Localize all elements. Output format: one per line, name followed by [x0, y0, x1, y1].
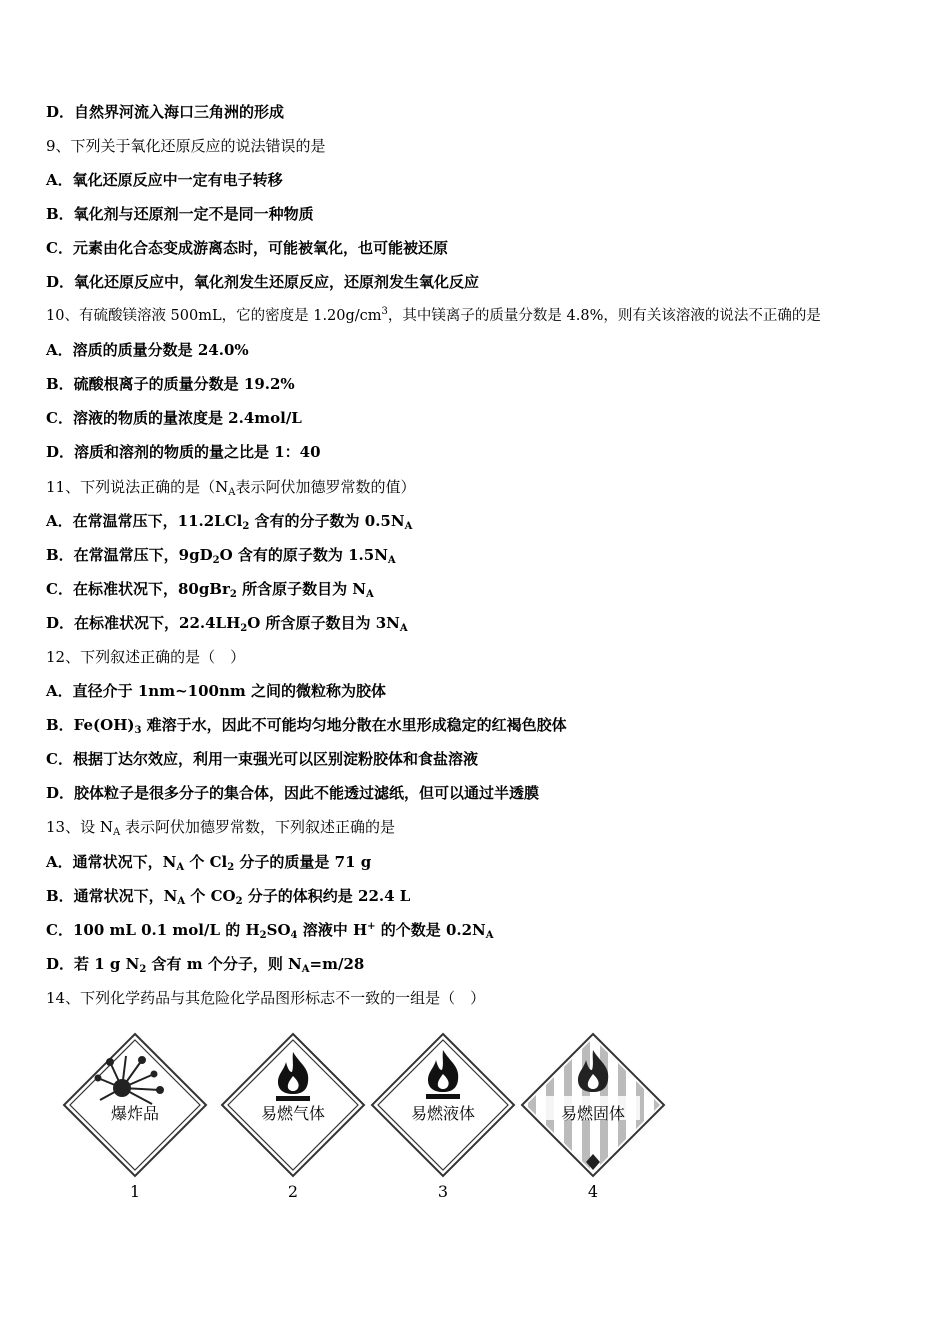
q10-option-d: D．溶质和溶剂的物质的量之比是 1：40 — [46, 443, 321, 461]
q12-option-d: D．胶体粒子是很多分子的集合体，因此不能透过滤纸，但可以通过半透膜 — [46, 784, 540, 802]
q11-option-d: D．在标准状况下，$22.4LH_2O$ 所含原子数目为 $3N_A$ — [46, 614, 408, 634]
q11-option-c: C．在标准状况下，80gBr$_2$ 所含原子数目为 $N_A$ — [46, 580, 374, 600]
q13-option-c: C．100 mL 0.1 mol/L 的 $H_2SO_4$ 溶液中 H+ 的个数是 $0.2N_A$ — [46, 921, 494, 941]
hazard-sign-flammable-solid — [518, 1030, 668, 1210]
q13-option-a: A．通常状况下，$N_A$ 个 $Cl_2$ 分子的质量是 71 g — [46, 853, 372, 873]
q12-option-b: B．$Fe(OH)_3$ 难溶于水，因此不可能均匀地分散在水里形成稳定的红褐色胶体 — [46, 716, 567, 736]
sign-label: 易燃液体 — [410, 1104, 475, 1123]
hazard-sign-flammable-gas — [218, 1030, 368, 1210]
hazard-sign-flammable-liquid — [368, 1030, 518, 1210]
q13-option-d: D．若 1 g $N_2$ 含有 m 个分子，则 $N_A=m/28$ — [46, 955, 365, 975]
q13-stem: 13、设 $N_A$ 表示阿伏加德罗常数，下列叙述正确的是 — [46, 818, 395, 838]
q10-option-a: A．溶质的质量分数是 24.0% — [46, 341, 249, 359]
q10-option-b: B．硫酸根离子的质量分数是 19.2% — [46, 375, 295, 393]
sign-number: 4 — [587, 1182, 599, 1201]
q10-stem: 10、有硫酸镁溶液 500mL，它的密度是 $1.20g/cm^3$，其中镁离子的质量分数是 4.8%，则有关该溶液的说法不正确的是 — [46, 306, 821, 324]
q10-option-c: C．溶液的物质的量浓度是 2.4mol/L — [46, 409, 302, 427]
q11-option-b: B．在常温常压下，$9gD_2O$ 含有的原子数为 $1.5N_A$ — [46, 546, 396, 566]
sign-label: 爆炸品 — [110, 1104, 159, 1123]
q9-option-a: A．氧化还原反应中一定有电子转移 — [46, 171, 283, 189]
q12-option-a: A．直径介于 1nm~100nm 之间的微粒称为胶体 — [46, 682, 386, 700]
q12-option-c: C．根据丁达尔效应，利用一束强光可以区别淀粉胶体和食盐溶液 — [46, 750, 478, 768]
sign-number: 2 — [287, 1182, 299, 1201]
q9-option-d: D．氧化还原反应中，氧化剂发生还原反应，还原剂发生氧化反应 — [46, 273, 480, 291]
hazard-signs — [60, 1030, 680, 1210]
q14-stem: 14、下列化学药品与其危险化学品图形标志不一致的一组是（ ） — [46, 989, 486, 1007]
q9-stem: 9、下列关于氧化还原反应的说法错误的是 — [46, 137, 326, 155]
q13-option-b: B．通常状况下，$N_A$ 个 $CO_2$ 分子的体积约是 22.4 L — [46, 887, 411, 907]
sign-label: 易燃固体 — [560, 1104, 625, 1123]
q11-stem: 11、下列说法正确的是（$N_A$表示阿伏加德罗常数的值） — [46, 478, 416, 498]
sign-number: 1 — [129, 1182, 141, 1201]
q11-option-a: A．在常温常压下，11.2LCl$_2$ 含有的分子数为 $0.5N_A$ — [46, 512, 413, 532]
q8-option-d: D．自然界河流入海口三角洲的形成 — [46, 103, 285, 121]
q9-option-c: C．元素由化合态变成游离态时，可能被氧化，也可能被还原 — [46, 239, 448, 257]
q9-option-b: B．氧化剂与还原剂一定不是同一种物质 — [46, 205, 314, 223]
sign-number: 3 — [437, 1182, 449, 1201]
hazard-sign-explosive — [60, 1030, 210, 1210]
q12-stem: 12、下列叙述正确的是（ ） — [46, 648, 246, 666]
sign-label: 易燃气体 — [260, 1104, 325, 1123]
